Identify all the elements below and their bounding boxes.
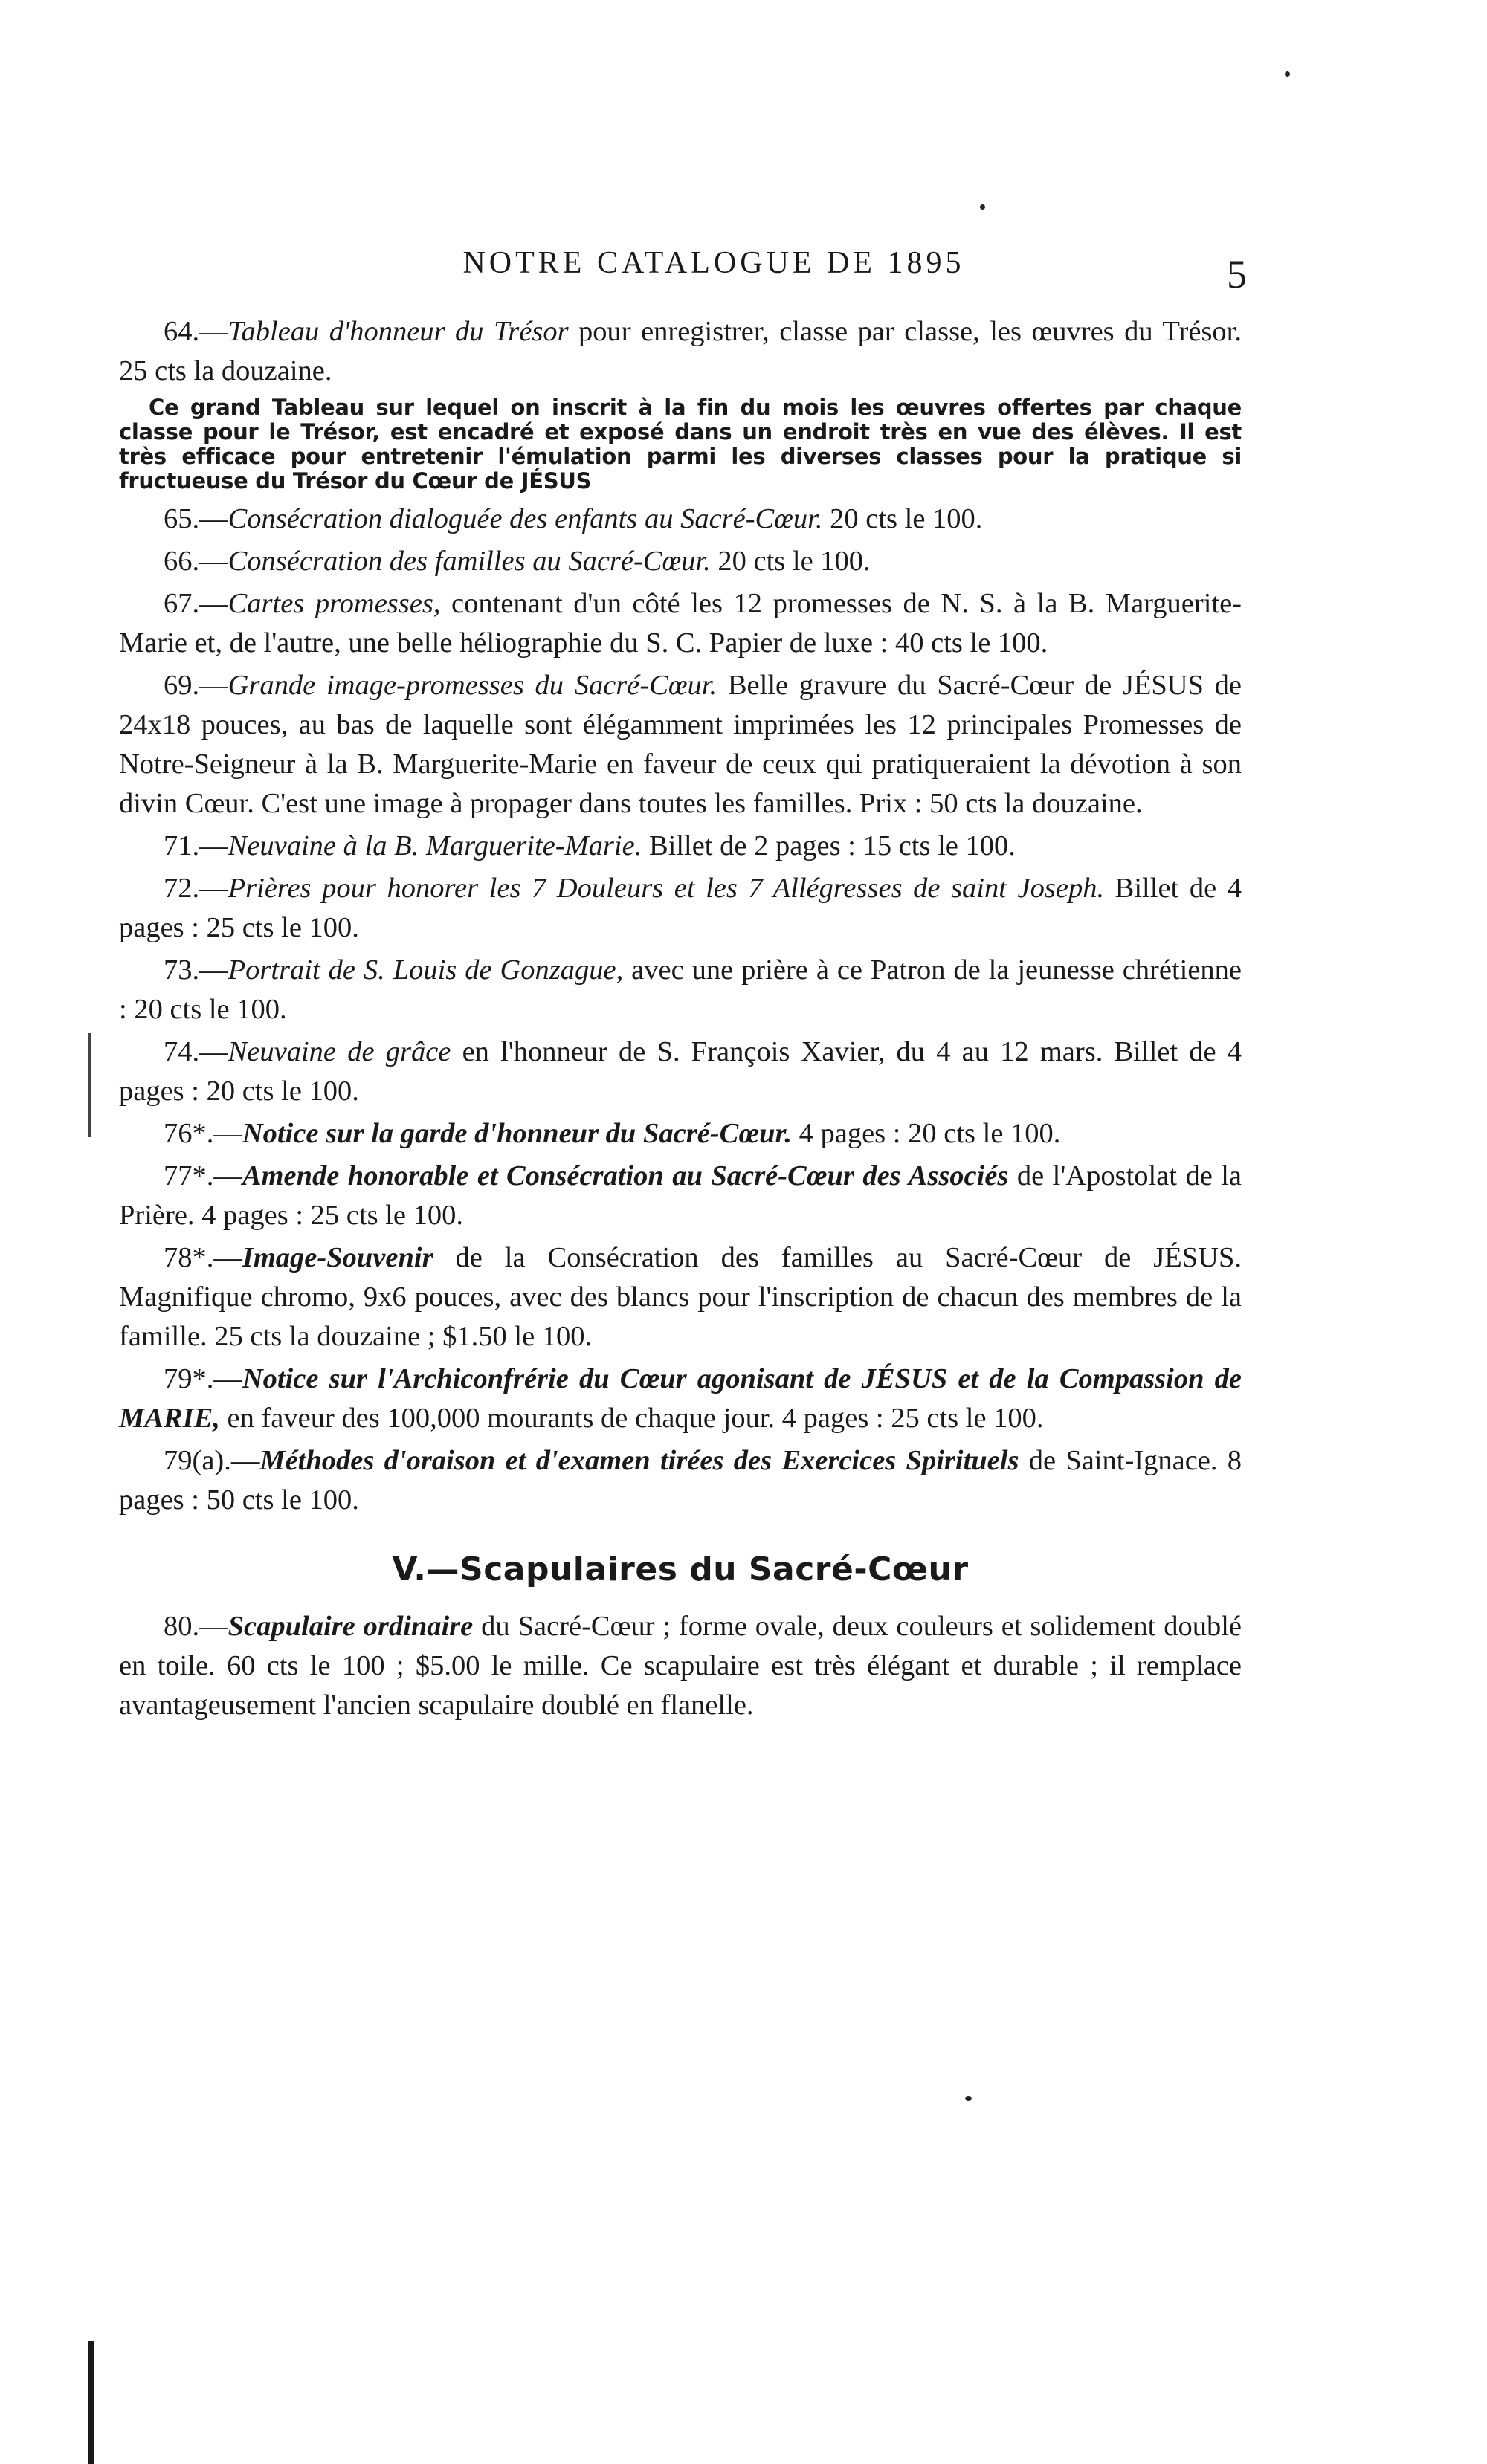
entry-text: avec une prière à ce Patron de la jeunesse chrétienne : 20 cts le 100. <box>119 954 1242 1025</box>
entry-title: Neuvaine de grâce <box>228 1036 451 1067</box>
scan-edge-mark <box>88 2341 94 2464</box>
ink-speck <box>965 2096 972 2101</box>
entry-number: 74.— <box>164 1036 228 1067</box>
entry-number: 77*.— <box>164 1160 242 1191</box>
entry-title: Notice sur l'Archiconfrérie du Cœur agonisant de JÉSUS et de la Compassion de MARIE, <box>119 1363 1242 1434</box>
entry-text: pour enregistrer, classe par classe, les œuvres du Trésor. 25 cts la douzaine. <box>119 316 1242 387</box>
running-header: NOTRE CATALOGUE DE 1895 <box>462 246 965 280</box>
entry-text: 4 pages : 20 cts le 100. <box>799 1118 1061 1149</box>
entry-77 <box>119 1157 1242 1235</box>
entry-title: Grande image-promesses du Sacré-Cœur. <box>228 670 717 701</box>
page-number: 5 <box>1227 252 1247 297</box>
entry-number: 71.— <box>164 830 228 861</box>
entry-text: 20 cts le 100. <box>717 546 871 577</box>
entry-title: Prières pour honorer les 7 Douleurs et les 7 Allégresses de saint Joseph. <box>228 873 1105 904</box>
entry-64-note: Ce grand Tableau sur lequel on inscrit à la fin du mois les œuvres offertes par chaque classe pour le Trésor, est encadré et exposé dans un endroit très en vue des élèves. Il est très efficace pour entretenir l'émulation parmi les diverses classes pour la pratique si fructueuse du Trésor du Cœur de JÉSUS <box>119 395 1242 494</box>
entry-number: 72.— <box>164 873 228 904</box>
entry-74 <box>119 1032 1242 1111</box>
catalogue-column <box>119 312 1242 1728</box>
entry-text: en l'honneur de S. François Xavier, du 4 au 12 mars. Billet de 4 pages : 20 cts le 100. <box>119 1036 1242 1107</box>
entry-title: Méthodes d'oraison et d'examen tirées des Exercices Spirituels <box>259 1445 1019 1476</box>
entry-79a <box>119 1441 1242 1520</box>
entry-title: Amende honorable et Consécration au Sacré-Cœur des Associés <box>242 1160 1009 1191</box>
entry-text: contenant d'un côté les 12 promesses de N. S. à la B. Marguerite-Marie et, de l'autre, une belle héliographie du S. C. Papier de luxe : 40 cts le 100. <box>119 588 1242 659</box>
entry-64 <box>119 312 1242 391</box>
entry-text: Billet de 2 pages : 15 cts le 100. <box>648 830 1016 861</box>
entry-title: Consécration des familles au Sacré-Cœur. <box>228 546 711 577</box>
section-heading: V.—Scapulaires du Sacré-Cœur <box>392 1550 969 1588</box>
entry-text: Billet de 4 pages : 25 cts le 100. <box>119 873 1242 943</box>
entry-76 <box>119 1114 1242 1154</box>
entry-text: en faveur des 100,000 mourants de chaque jour. 4 pages : 25 cts le 100. <box>227 1403 1044 1434</box>
entry-title: Consécration dialoguée des enfants au Sacré-Cœur. <box>228 503 823 534</box>
entry-text: Belle gravure du Sacré-Cœur de JÉSUS de 24x18 pouces, au bas de laquelle sont élégamment imprimées les 12 principales Promesses de Notre-Seigneur à la B. Marguerite-Marie en faveur de ceux qui pratiqueraient la dévotion à son divin Cœur. C'est une image à propager dans toutes les familles. Prix : 50 cts la douzaine. <box>119 670 1242 819</box>
entry-number: 76*.— <box>164 1118 242 1149</box>
entry-title: Portrait de S. Louis de Gonzague, <box>228 954 624 986</box>
scan-edge-mark <box>88 1033 91 1137</box>
entry-number: 67.— <box>164 588 228 619</box>
entry-number: 64.— <box>164 316 228 347</box>
entry-69 <box>119 666 1242 824</box>
entry-72 <box>119 869 1242 948</box>
entry-number: 79*.— <box>164 1363 242 1394</box>
entry-80 <box>119 1607 1242 1725</box>
ink-speck <box>980 204 985 210</box>
entry-text: de Saint-Ignace. 8 pages : 50 cts le 100. <box>119 1445 1242 1516</box>
entry-title: Image-Souvenir <box>242 1242 433 1273</box>
entry-text: 20 cts le 100. <box>830 503 983 534</box>
ink-speck <box>1285 71 1290 77</box>
entry-title: Notice sur la garde d'honneur du Sacré-Cœur. <box>242 1118 792 1149</box>
entry-67 <box>119 584 1242 663</box>
entry-65 <box>119 499 1242 539</box>
entry-number: 78*.— <box>164 1242 242 1273</box>
entry-79 <box>119 1359 1242 1438</box>
entry-number: 80.— <box>164 1611 228 1642</box>
entry-number: 73.— <box>164 954 228 986</box>
entry-number: 66.— <box>164 546 228 577</box>
entry-text: du Sacré-Cœur ; forme ovale, deux couleurs et solidement doublé en toile. 60 cts le 100 ; $5.00 le mille. Ce scapulaire est très élégant et durable ; il remplace avantageusement l'ancien scapulaire doublé en flanelle. <box>119 1611 1242 1721</box>
entry-number: 65.— <box>164 503 228 534</box>
entry-title: Neuvaine à la B. Marguerite-Marie. <box>228 830 642 861</box>
entry-number: 79(a).— <box>164 1445 260 1476</box>
entry-title: Cartes promesses, <box>228 588 441 619</box>
entry-71 <box>119 827 1242 866</box>
entry-number: 69.— <box>164 670 228 701</box>
entry-text: de la Consécration des familles au Sacré-Cœur de JÉSUS. Magnifique chromo, 9x6 pouces, avec des blancs pour l'inscription de chacun des membres de la famille. 25 cts la douzaine ; $1.50 le 100. <box>119 1242 1242 1352</box>
entry-78 <box>119 1238 1242 1357</box>
entry-73 <box>119 951 1242 1029</box>
entry-title: Scapulaire ordinaire <box>228 1611 474 1642</box>
entry-text: de l'Apostolat de la Prière. 4 pages : 25 cts le 100. <box>119 1160 1242 1231</box>
entry-66 <box>119 542 1242 581</box>
entry-title: Tableau d'honneur du Trésor <box>228 316 569 347</box>
